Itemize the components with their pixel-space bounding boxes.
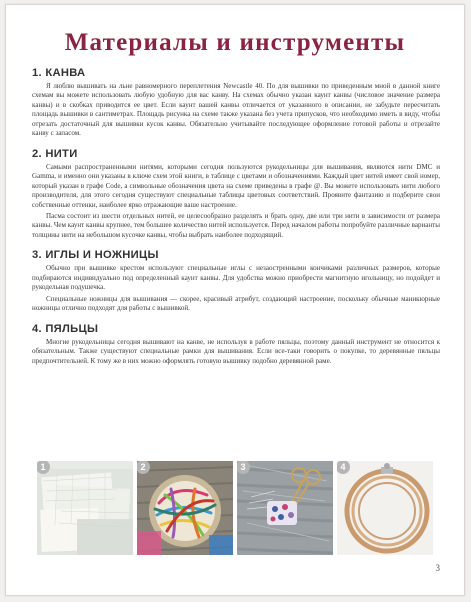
book-page	[5, 4, 465, 596]
paragraph: Специальные ножницы для вышивания — скорее, красивый атрибут, создающий настроение, поскольку обычные маникюрные ножницы отлично подходят для работы с вышивкой.	[32, 294, 440, 313]
section-needles-scissors	[32, 249, 440, 313]
paragraph: Обычно при вышивке крестом используют специальные иглы с незаостренными кончиками различных размеров, которые подбираются индивидуально под определенный каунт канвы. Для удобства можно приобрести магнитную игольницу, но подойдет и рукодельная подушечка.	[32, 264, 440, 292]
page-number: 3	[435, 563, 440, 573]
paragraph: Многие рукодельницы сегодня вышивают на канве, не используя в работе пяльцы, поэтому данный инструмент не относится к обязательным. Также существуют специальные рамки для вышивания. Если все-таки говорить о покупке, то деревянные пяльцы предпочтительней. К тому же в них можно оформлять готовую вышивку подобно деревянной раме.	[32, 337, 440, 365]
section-hoops	[32, 323, 440, 366]
section-heading: 2. НИТИ	[32, 147, 78, 160]
page-title: Материалы и инструменты	[64, 29, 406, 56]
paragraph: Пасма состоит из шести отдельных нитей, ее целесообразно разделять и брать одну, две или три нити в зависимости от размера канвы. Чем каунт канвы крупнее, тем большее количество нитей используется. Перед началом работы попробуйте различные варианты толщины нити на небольшом кусочке канвы, чтобы выбрать наиболее подходящий.	[32, 211, 440, 239]
photo-needles-scissors	[237, 461, 333, 555]
hoop-image	[337, 461, 433, 555]
photo-threads	[137, 461, 233, 555]
page-content	[32, 67, 440, 366]
canvas-fabric-image	[37, 461, 133, 555]
photo-strip	[37, 461, 435, 555]
section-canvas	[32, 67, 440, 139]
photo-canvas	[37, 461, 133, 555]
paragraph: Самыми распространенными нитями, которыми сегодня пользуются рукодельницы для вышивания, являются нити DMC и Gamma, и именно они указаны в ключе схем этой книги, в таблице с цветами и обозначениями. Каждый цвет нитей имеет свой номер, который указан в графе Code, а символьные обозначения цвета на схеме приведены в графе @. Вы можете использовать нити любого производителя, для этого сегодня существуют специальные таблицы цветовых соответствий. Проявите фантазию и подберите свои собственные оттенки, наиболее ярко отражающие ваше настроение.	[32, 162, 440, 209]
threads-image	[137, 461, 233, 555]
photo-hoop	[337, 461, 433, 555]
section-heading: 4. ПЯЛЬЦЫ	[32, 322, 99, 335]
scissors-image	[237, 461, 333, 555]
photo-number-badge: 2	[137, 461, 150, 474]
section-threads	[32, 148, 440, 241]
photo-number-badge: 1	[37, 461, 50, 474]
photo-number-badge: 3	[237, 461, 250, 474]
section-heading: 1. КАНВА	[32, 67, 86, 79]
photo-number-badge: 4	[337, 461, 350, 474]
paragraph: Я люблю вышивать на льне равномерного переплетения Newcastle 40. По для вышивки по приведенным мной в данной книге схемам вы можете использовать любую удобную для вас канву. На схемах обычно указан каунт канвы (числовое значение размера канвы) и в скобках приводится ее цвет. Если каунт вашей канвы отличается от указанного в описании, не забудьте пересчитать площадь вышивки в сантиметрах. Площадь рисунка на схеме также указана без учета припусков, что необходимо иметь в виду, чтобы отрезать достаточный для вышивки кусок канвы. Обязательно учитывайте последующее оформление готовой работы и отрезайте канву с запасом.	[32, 82, 440, 138]
section-heading: 3. ИГЛЫ И НОЖНИЦЫ	[32, 249, 159, 262]
